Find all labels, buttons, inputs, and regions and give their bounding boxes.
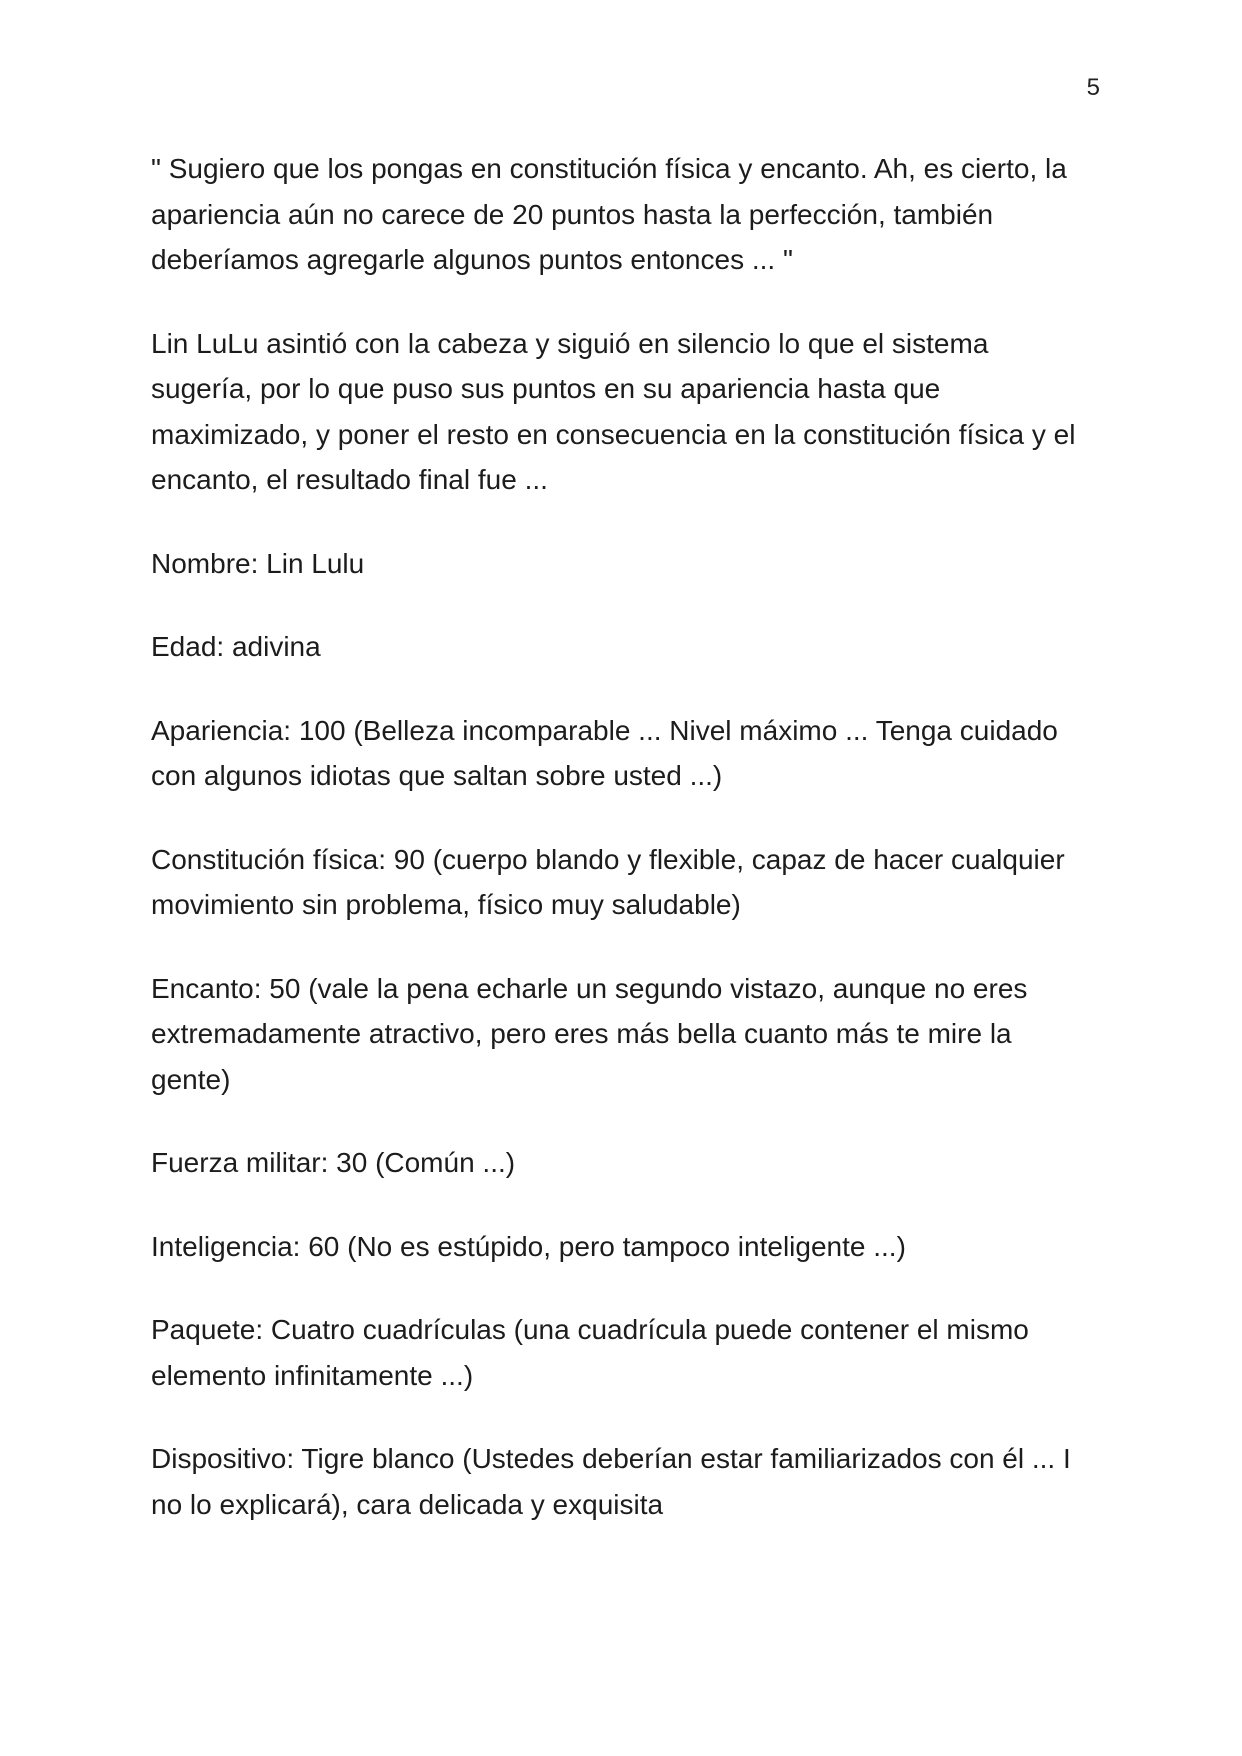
- stat-physical-constitution: [151, 837, 1091, 928]
- stat-intelligence: [151, 1224, 1091, 1270]
- text-line: deberíamos agregarle algunos puntos entonces ... ": [151, 244, 793, 275]
- stat-package: [151, 1307, 1091, 1398]
- text-line: Lin LuLu asintió con la cabeza y siguió en silencio lo que el sistema: [151, 327, 989, 359]
- text-line: elemento infinitamente ...): [151, 1359, 474, 1391]
- text-line: maximizado, y poner el resto en consecuencia en la constitución física y el: [151, 418, 1076, 450]
- stat-age: [151, 624, 1091, 670]
- text-line: extremadamente atractivo, pero eres más bella cuanto más te mire la: [151, 1018, 1012, 1049]
- paragraph-narration: [151, 321, 1091, 503]
- text-line: Dispositivo: Tigre blanco (Ustedes deberían estar familiarizados con él ... I: [151, 1443, 1071, 1474]
- page-number: 5: [1086, 74, 1100, 101]
- stat-appearance: [151, 708, 1091, 799]
- stat-device: [151, 1436, 1091, 1527]
- text-line: Paquete: Cuatro cuadrículas (una cuadrícula puede contener el mismo: [151, 1314, 1029, 1345]
- text-line: encanto, el resultado final fue ...: [151, 464, 548, 495]
- text-line: Fuerza militar: 30 (Común ...): [151, 1147, 516, 1178]
- document-body: [151, 146, 1091, 1565]
- text-line: Edad: adivina: [151, 631, 321, 662]
- stat-military-strength: [151, 1140, 1091, 1186]
- text-line: Nombre: Lin Lulu: [151, 547, 365, 579]
- stat-charm: [151, 966, 1091, 1103]
- text-line: sugería, por lo que puso sus puntos en su apariencia hasta que: [151, 373, 941, 404]
- text-line: Constitución física: 90 (cuerpo blando y flexible, capaz de hacer cualquier: [151, 843, 1065, 875]
- text-line: Apariencia: 100 (Belleza incomparable ... Nivel máximo ... Tenga cuidado: [151, 714, 1058, 746]
- text-line: gente): [151, 1063, 231, 1095]
- text-line: apariencia aún no carece de 20 puntos hasta la perfección, también: [151, 198, 994, 230]
- paragraph-system-suggestion: [151, 146, 1091, 283]
- text-line: movimiento sin problema, físico muy saludable): [151, 889, 741, 920]
- text-line: no lo explicará), cara delicada y exquisita: [151, 1488, 664, 1520]
- text-line: " Sugiero que los pongas en constitución física y encanto. Ah, es cierto, la: [151, 153, 1067, 184]
- text-line: con algunos idiotas que saltan sobre usted ...): [151, 760, 723, 791]
- text-line: Encanto: 50 (vale la pena echarle un segundo vistazo, aunque no eres: [151, 972, 1028, 1004]
- text-line: Inteligencia: 60 (No es estúpido, pero tampoco inteligente ...): [151, 1230, 906, 1262]
- stat-name: [151, 541, 1091, 587]
